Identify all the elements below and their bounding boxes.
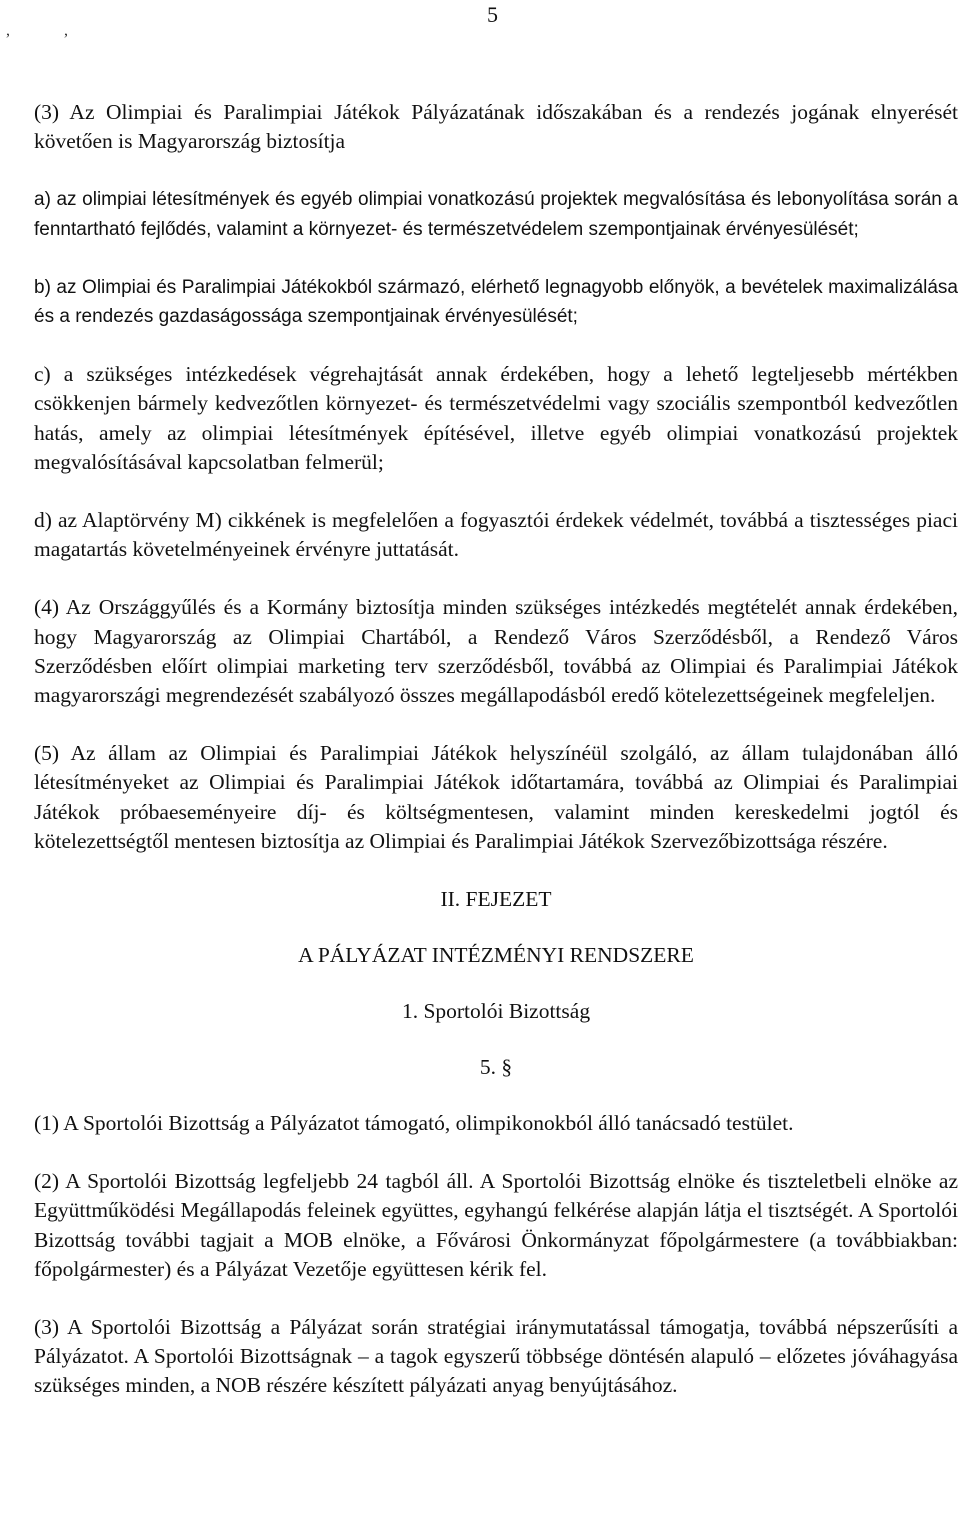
chapter-heading: II. FEJEZET [440,887,552,912]
section-paragraph-2: (2) A Sportolói Bizottság legfeljebb 24 tagból áll. A Sportolói Bizottság elnöke és tiszteletbeli elnöke az Együttműködési Megállapodás feleinek együttes, egyhangú felkérése alapján látja el tisztségét. A Sportolói Bizottság további tagjait a MOB elnöke, a Fővárosi Önkormányzat főpolgármestere (a továbbiakban: főpolgármester) és a Pályázat Vezetője együttesen kérik fel. [34,1169,958,1281]
section-paragraph-1: (1) A Sportolói Bizottság a Pályázatot támogató, olimpikonokból álló tanácsadó testület. [34,1111,794,1136]
paragraph-symbol-heading: 5. § [479,1055,513,1080]
section-heading: 1. Sportolói Bizottság [401,999,591,1024]
chapter-title: A PÁLYÁZAT INTÉZMÉNYI RENDSZERE [298,943,694,968]
paragraph-3: (3) Az Olimpiai és Paralimpiai Játékok Pályázatának időszakában és a rendezés jogának elnyerését követően is Magyarország biztosítja [34,100,958,154]
page-number: 5 [487,2,498,27]
point-c: c) a szükséges intézkedések végrehajtását annak érdekében, hogy a lehető legteljesebb mértékben csökkenjen bármely kedvezőtlen környezet- és természetvédelmi vagy szociális szempontból kedvezőtlen hatás, amely az olimpiai létesítmények építésével, illetve egyéb olimpiai vonatkozású projektek megvalósításával kapcsolatban felmerül; [34,362,958,474]
point-b: b) az Olimpiai és Paralimpiai Játékokból származó, elérhető legnagyobb előnyök, a bevételek maximalizálása és a rendezés gazdaságossága szempontjainak érvényesülését; [34,276,958,328]
scan-mark: , [6,22,10,39]
point-a: a) az olimpiai létesítmények és egyéb olimpiai vonatkozású projektek megvalósítása és lebonyolítása során a fenntartható fejlődés, valamint a környezet- és természetvédelem szempontjainak érvényesülését; [34,189,958,240]
section-paragraph-3: (3) A Sportolói Bizottság a Pályázat során stratégiai iránymutatással támogatja, továbbá népszerűsíti a Pályázatot. A Sportolói Bizottságnak – a tagok egyszerű többsége döntésén alapuló – előzetes jóváhagyása szükséges minden, a NOB részére készített pályázati anyag benyújtásához. [34,1315,958,1398]
paragraph-4: (4) Az Országgyűlés és a Kormány biztosítja minden szükséges intézkedés megtételét annak érdekében, hogy Magyarország az Olimpiai Chartából, a Rendező Város Szerződésből, a Rendező Város Szerződésben előírt olimpiai marketing terv szerződésből, továbbá az Olimpiai és Paralimpiai Játékok magyarországi megrendezését szabályozó összes megállapodásból eredő kötelezettségeinek megfeleljen. [34,595,958,708]
scan-mark: , [64,22,68,39]
paragraph-5: (5) Az állam az Olimpiai és Paralimpiai Játékok helyszínéül szolgáló, az állam tulajdonában álló létesítményeket az Olimpiai és Paralimpiai Játékok időtartamára, továbbá az Olimpiai és Paralimpiai Játékok próbaeseményeire díj- és költségmentesen, valamint minden kereskedelmi jogtól és kötelezettségtől mentesen biztosítja az Olimpiai és Paralimpiai Játékok Szervezőbizottsága részére. [34,741,958,853]
point-d: d) az Alaptörvény M) cikkének is megfelelően a fogyasztói érdekek védelmét, továbbá a tisztességes piaci magatartás követelményeinek érvényre juttatását. [34,508,958,562]
document-body [34,98,958,1430]
